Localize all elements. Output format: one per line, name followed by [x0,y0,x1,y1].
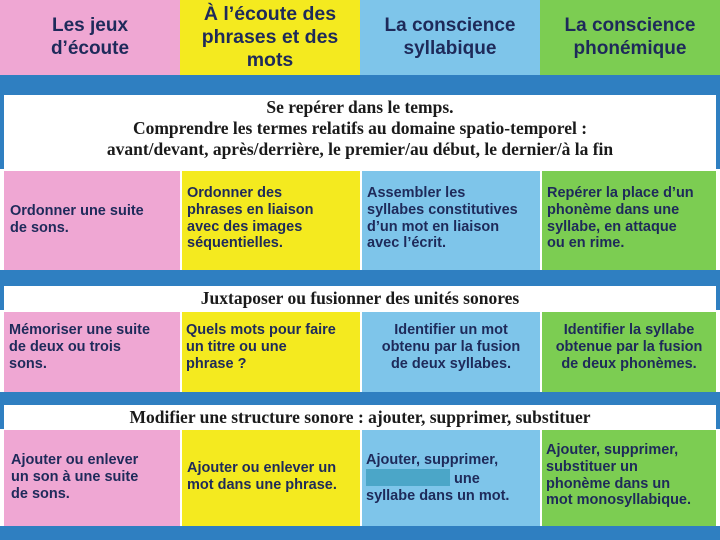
section-title-temps [0,95,720,169]
cell-ajouter-syllabe-line3: syllabe dans un mot. [366,487,510,504]
cell-identifier-syllabe: Identifier la syllabe obtenue par la fusion de deux phonèmes. [542,312,716,392]
section-title-juxtaposer: Juxtaposer ou fusionner des unités sonores [0,286,720,310]
cell-mots-titre: Quels mots pour faire un titre ou une phrase ? [182,312,360,392]
cell-ajouter-syllabe-line2 [366,469,538,488]
masked-word-box [366,469,450,486]
section-title-temps-line2: Comprendre les termes relatifs au domaine spatio-temporel : [132,118,588,138]
cell-ordonner-phrases: Ordonner des phrases en liaison avec des images séquentielles. [182,171,360,270]
header-ecoute-phrases-mots: À l’écoute des phrases et des mots [180,0,360,75]
header-conscience-phonemique: La conscience phonémique [540,0,720,75]
cell-assembler-syllabes: Assembler les syllabes constitutives d’un mot en liaison avec l’écrit. [362,171,540,270]
cell-ajouter-syllabe [362,430,540,526]
header-jeux-ecoute: Les jeux d’écoute [0,0,180,75]
blue-band-top [0,75,720,95]
cell-ajouter-mot: Ajouter ou enlever un mot dans une phrase. [182,430,360,526]
cell-ajouter-son: Ajouter ou enlever un son à une suite de sons. [4,430,180,526]
cell-memoriser-sons: Mémoriser une suite de deux ou trois sons. [4,312,180,392]
blue-band-lower [0,392,720,405]
cell-ordonner-sons: Ordonner une suite de sons. [4,171,180,270]
header-conscience-syllabique: La conscience syllabique [360,0,540,75]
blue-band-mid [0,270,720,286]
section-title-temps-line1: Se repérer dans le temps. [266,97,454,117]
section-title-temps-line3: avant/devant, après/derrière, le premier/au début, le dernier/à la fin [106,139,614,159]
cell-ajouter-phoneme: Ajouter, supprimer, substituer un phonème dans un mot monosyllabique. [542,430,716,526]
cell-identifier-mot: Identifier un mot obtenu par la fusion de deux syllabes. [362,312,540,392]
section-title-modifier: Modifier une structure sonore : ajouter, supprimer, substituer [0,405,720,429]
cell-reperer-phoneme: Repérer la place d’un phonème dans une syllabe, en attaque ou en rime. [542,171,716,270]
cell-ajouter-syllabe-line1: Ajouter, supprimer, [366,452,499,468]
blue-band-bottom [0,526,720,540]
cell-ajouter-syllabe-une: une [454,470,480,487]
